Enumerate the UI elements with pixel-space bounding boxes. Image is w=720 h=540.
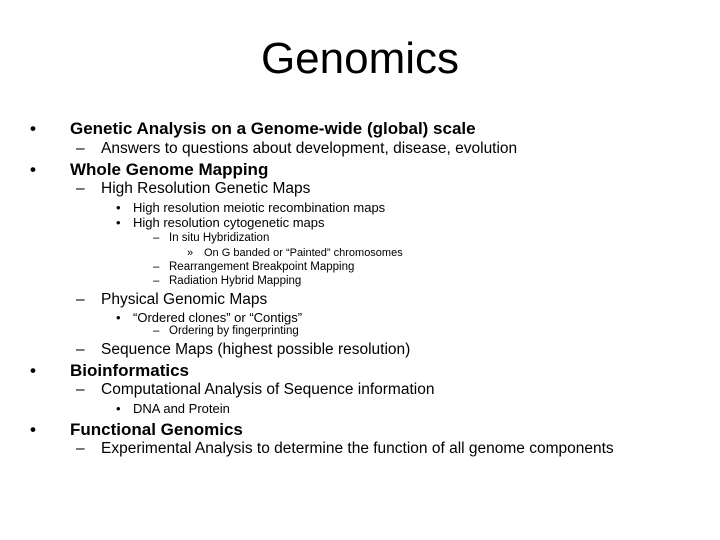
slide-title: Genomics [260, 34, 460, 83]
level5-bullet-marker: » [187, 247, 194, 259]
sub-bullet-marker: – [76, 381, 85, 398]
item-in-situ-hybridization: In situ Hybridization [169, 232, 270, 244]
sub-bullet-marker: – [76, 291, 85, 308]
sub-bullet-high-res-genetic-maps: High Resolution Genetic Maps [101, 180, 311, 197]
item-dna-and-protein: DNA and Protein [133, 401, 230, 416]
sub-bullet-physical-genomic-maps: Physical Genomic Maps [101, 291, 268, 308]
item-radiation-hybrid-mapping: Radiation Hybrid Mapping [169, 275, 302, 287]
sub-bullet-answers: Answers to questions about development, disease, evolution [101, 140, 518, 157]
sub-bullet-marker: – [76, 341, 85, 358]
sub-bullet-marker: – [76, 440, 85, 457]
level4-bullet-marker: – [153, 232, 160, 244]
level3-bullet-marker: • [116, 200, 121, 215]
level3-bullet-marker: • [116, 401, 121, 416]
bullet-whole-genome-mapping: Whole Genome Mapping [70, 160, 269, 179]
item-rearrangement-breakpoint-mapping: Rearrangement Breakpoint Mapping [169, 261, 355, 273]
bullet-marker: • [30, 420, 36, 439]
bullet-genetic-analysis: Genetic Analysis on a Genome-wide (global) scale [70, 119, 476, 138]
level3-bullet-marker: • [116, 215, 121, 230]
level3-bullet-marker: • [116, 310, 121, 325]
sub-bullet-marker: – [76, 140, 85, 157]
bullet-functional-genomics: Functional Genomics [70, 420, 243, 439]
item-meiotic-recombination-maps: High resolution meiotic recombination maps [133, 200, 386, 215]
level4-bullet-marker: – [153, 275, 160, 287]
item-g-banded-chromosomes: On G banded or “Painted” chromosomes [204, 247, 403, 259]
item-ordering-by-fingerprinting: Ordering by fingerprinting [169, 325, 299, 337]
item-ordered-clones: “Ordered clones” or “Contigs” [133, 310, 303, 325]
bullet-marker: • [30, 361, 36, 380]
item-cytogenetic-maps: High resolution cytogenetic maps [133, 215, 325, 230]
sub-bullet-experimental-analysis: Experimental Analysis to determine the function of all genome components [101, 440, 614, 457]
bullet-bioinformatics: Bioinformatics [70, 361, 190, 380]
sub-bullet-marker: – [76, 180, 85, 197]
bullet-marker: • [30, 160, 36, 179]
sub-bullet-computational-analysis: Computational Analysis of Sequence information [101, 381, 435, 398]
level4-bullet-marker: – [153, 261, 160, 273]
sub-bullet-sequence-maps: Sequence Maps (highest possible resolution) [101, 341, 411, 358]
level4-bullet-marker: – [153, 325, 160, 337]
bullet-marker: • [30, 119, 36, 138]
